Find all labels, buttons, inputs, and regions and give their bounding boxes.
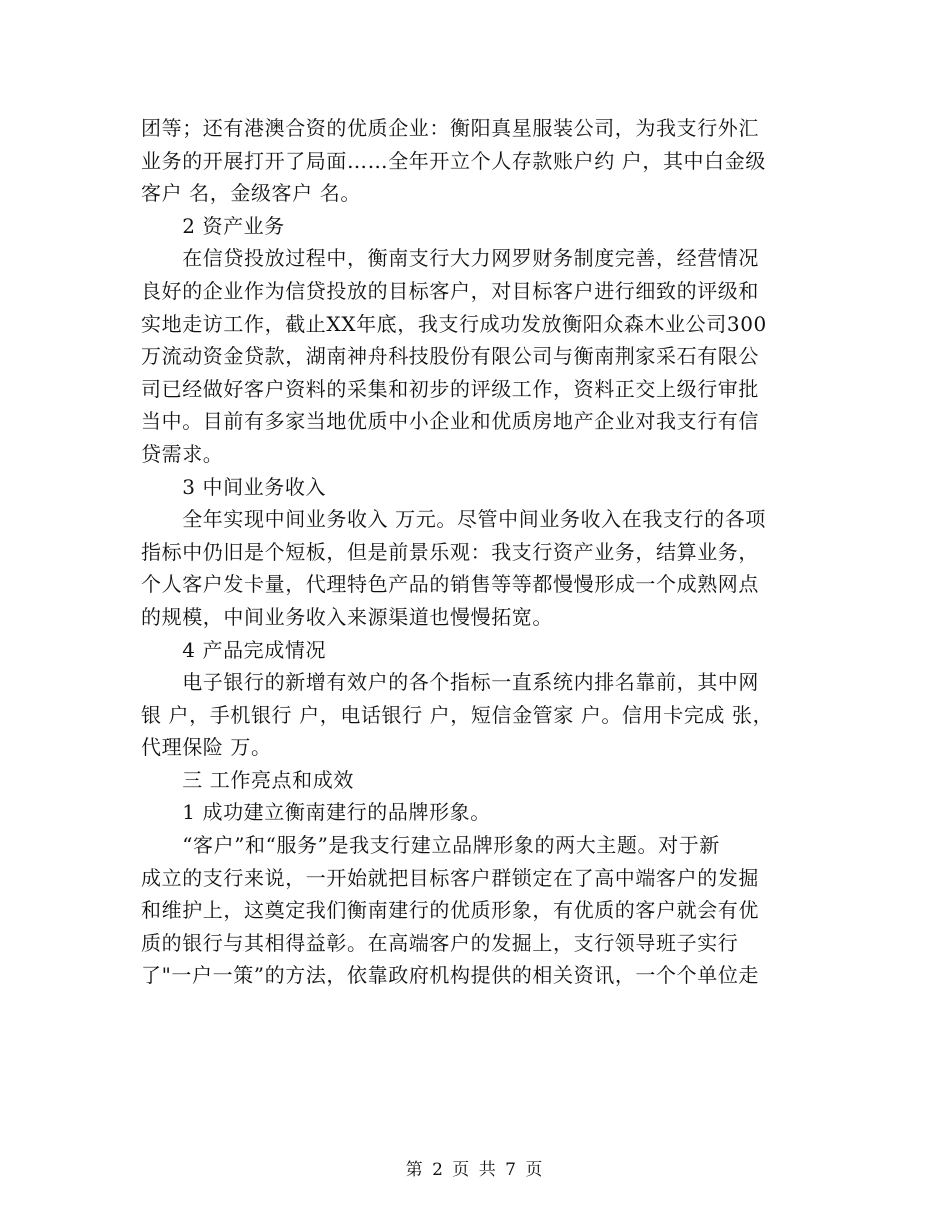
text-line: 司已经做好客户资料的采集和初步的评级工作，资料正交上级行审批 <box>141 376 759 401</box>
text-line: 业务的开展打开了局面……全年开立个人存款账户约 户，其中白金级 <box>141 148 766 173</box>
text-line: 良好的企业作为信贷投放的目标客户，对目标客户进行细致的评级和 <box>141 278 759 303</box>
text-line: 的规模，中间业务收入来源渠道也慢慢拓宽。 <box>141 604 553 629</box>
text-line: 代理保险 万。 <box>141 735 272 760</box>
text-line: 指标中仍旧是个短板，但是前景乐观：我支行资产业务，结算业务， <box>141 539 759 564</box>
text-line: 质的银行与其相得益彰。在高端客户的发掘上，支行领导班子实行 <box>141 930 739 955</box>
text-line: 个人客户发卡量，代理特色产品的销售等等都慢慢形成一个成熟网点 <box>141 572 759 597</box>
text-line: 当中。目前有多家当地优质中小企业和优质房地产企业对我支行有信 <box>141 409 759 434</box>
text-line: 客户 名，金级客户 名。 <box>141 181 361 206</box>
text-line: 万流动资金贷款，湖南神舟科技股份有限公司与衡南荆家采石有限公 <box>141 344 759 369</box>
text-line: 银 户，手机银行 户，电话银行 户，短信金管家 户。信用卡完成 张， <box>141 702 774 727</box>
text-line: 实地走访工作，截止XX年底，我支行成功发放衡阳众森木业公司300 <box>141 311 767 336</box>
body-text <box>141 112 831 992</box>
section-heading: 2 资产业务 <box>141 213 285 238</box>
section-heading: 三 工作亮点和成效 <box>141 767 354 792</box>
page-number: 第 2 页 共 7 页 <box>405 1160 545 1180</box>
section-heading: 4 产品完成情况 <box>141 637 327 662</box>
page-footer <box>0 1155 950 1180</box>
text-line: 电子银行的新增有效户的各个指标一直系统内排名靠前，其中网 <box>141 670 759 695</box>
text-line: 团等；还有港澳合资的优质企业：衡阳真星服装公司，为我支行外汇 <box>141 116 759 140</box>
section-heading: 3 中间业务收入 <box>141 474 327 499</box>
text-line: 贷需求。 <box>141 441 224 466</box>
section-heading: 1 成功建立衡南建行的品牌形象。 <box>141 800 491 825</box>
text-line: 在信贷投放过程中，衡南支行大力网罗财务制度完善，经营情况 <box>141 246 759 271</box>
text-line: 全年实现中间业务收入 万元。尽管中间业务收入在我支行的各项 <box>141 507 766 532</box>
text-line: “客户”和“服务”是我支行建立品牌形象的两大主题。对于新 <box>141 833 720 858</box>
text-line: 和维护上，这奠定我们衡南建行的优质形象，有优质的客户就会有优 <box>141 898 759 923</box>
text-line: 了"一户一策”的方法，依靠政府机构提供的相关资讯，一个个单位走 <box>141 963 760 988</box>
text-line: 成立的支行来说，一开始就把目标客户群锁定在了高中端客户的发掘 <box>141 865 759 890</box>
